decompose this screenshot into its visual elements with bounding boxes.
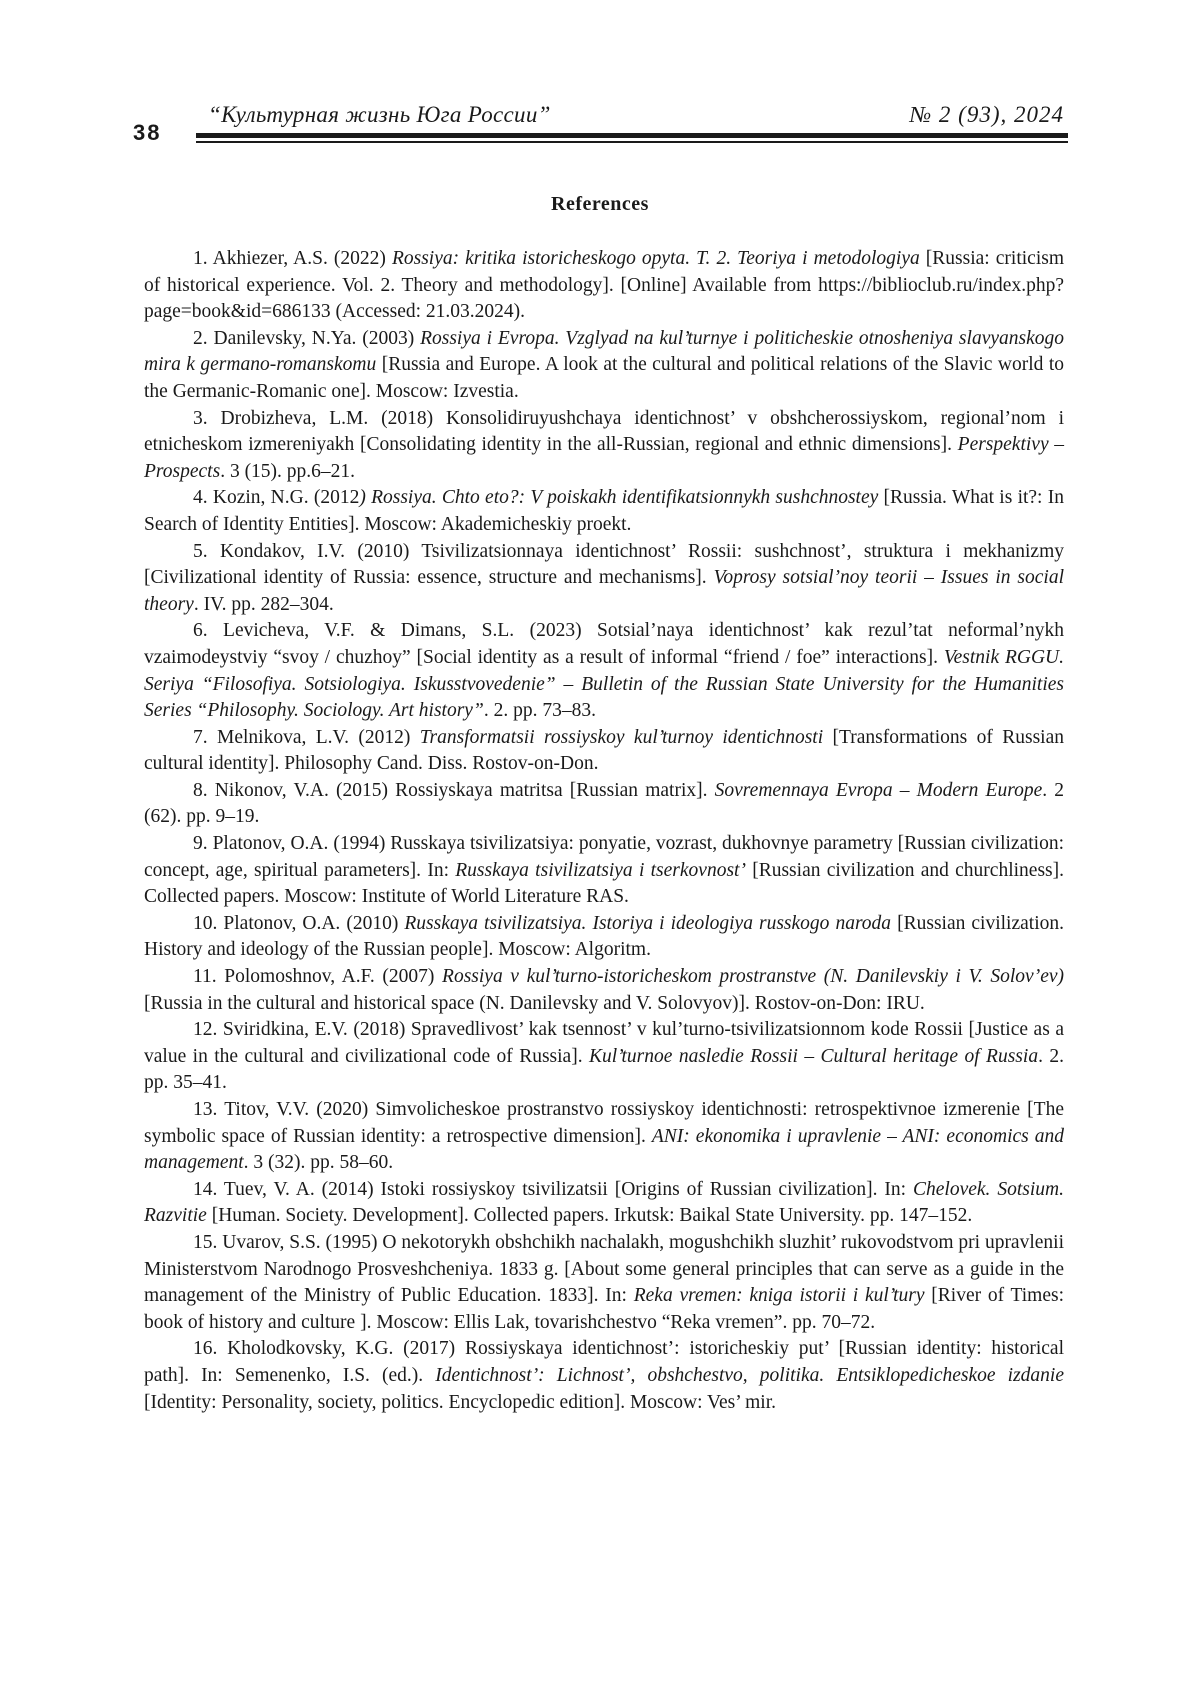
reference-item <box>144 831 1064 911</box>
reference-title-italic: Identichnost’: Lichnost’, obshchestvo, politika. Entsiklopedicheskoe izdanie <box>435 1365 1064 1386</box>
reference-item <box>144 326 1064 406</box>
reference-item <box>144 485 1064 538</box>
reference-item <box>144 1097 1064 1177</box>
reference-text: 6. Levicheva, V.F. & Dimans, S.L. (2023) Sotsial’naya identichnost’ kak rezul’tat neformal’nykh vzaimodeystviy “svoy / chuzhoy” [Social identity as a result of informal “friend / foe” interactions]. <box>144 620 1064 668</box>
reference-title-italic: Reka vremen: kniga istorii i kul’tury <box>634 1285 925 1306</box>
reference-text: 11. Polomoshnov, A.F. (2007) <box>193 966 442 987</box>
reference-item <box>144 618 1064 724</box>
reference-text: [Russia: criticism of historical experience. Vol. 2. Theory and methodology]. [Online] Available from https://biblioclub.ru/index.php?page=book&id=686133 (Accessed: 21.03.2024). <box>144 248 1064 322</box>
reference-text: [Human. Society. Development]. Collected papers. Irkutsk: Baikal State University. pp. 147–152. <box>207 1205 972 1226</box>
reference-item <box>144 1336 1064 1416</box>
reference-text: 16. Kholodkovsky, K.G. (2017) Rossiyskaya identichnost’: istoricheskiy put’ [Russian identity: historical path]. In: Semenenko, I.S. (ed.). <box>144 1338 1064 1386</box>
reference-text: 12. Sviridkina, E.V. (2018) Spravedlivost’ kak tsennost’ v kul’turno-tsivilizatsionnom kode Rossii [Justice as a value in the cultural and civilizational code of Russia]. <box>144 1019 1064 1067</box>
reference-item <box>144 725 1064 778</box>
reference-text: 3. Drobizheva, L.M. (2018) Konsolidiruyushchaya identichnost’ v obshcherossiyskom, regional’nom i etnicheskom izmereniyakh [Consolidating identity in the all-Russian, regional and ethnic dimensions]. <box>144 408 1064 456</box>
reference-title-italic: Perspektivy – Prospects <box>144 434 1064 482</box>
reference-text: [Russia. What is it?: In Search of Identity Entities]. Moscow: Akademicheskiy proekt. <box>144 487 1064 535</box>
reference-title-italic: Rossiya v kul’turno-istoricheskom prostranstve (N. Danilevskiy i V. Solov’ev) <box>442 966 1064 987</box>
reference-text: [Russian civilization. History and ideology of the Russian people]. Moscow: Algoritm. <box>144 913 1064 961</box>
reference-text: [Transformations of Russian cultural identity]. Philosophy Cand. Diss. Rostov-on-Don. <box>144 727 1064 775</box>
reference-text: 10. Platonov, O.A. (2010) <box>193 913 404 934</box>
reference-title-italic: Russkaya tsivilizatsiya i tserkovnost’ <box>455 860 746 881</box>
reference-title-italic: Rossiya i Evropa. Vzglyad na kul’turnye i politicheskie otnosheniya slavyanskogo mira k germano-romanskomu <box>144 328 1064 376</box>
reference-text: 8. Nikonov, V.A. (2015) Rossiyskaya matritsa [Russian matrix]. <box>193 780 715 801</box>
reference-text: 5. Kondakov, I.V. (2010) Tsivilizatsionnaya identichnost’ Rossii: sushchnost’, struktura i mekhanizmy [Civilizational identity of Russia: essence, structure and mechanisms]. <box>144 541 1064 589</box>
reference-item <box>144 246 1064 326</box>
reference-title-italic: Kul’turnoe nasledie Rossii – Cultural heritage of Russia <box>589 1046 1038 1067</box>
reference-text: [River of Times: book of history and culture ]. Moscow: Ellis Lak, tovarishchestvo “Reka vremen”. pp. 70–72. <box>144 1285 1064 1333</box>
reference-text: [Russia and Europe. A look at the cultural and political relations of the Slavic world to the Germanic-Romanic one]. Moscow: Izvestia. <box>144 354 1064 402</box>
reference-text: 7. Melnikova, L.V. (2012) <box>193 727 420 748</box>
reference-title-italic: Russkaya tsivilizatsiya. Istoriya i ideologiya russkogo naroda <box>404 913 891 934</box>
reference-title-italic: Vestnik RGGU. Seriya “Filosofiya. Sotsiologiya. Iskusstvovedenie” – Bulletin of the Russian State University for the Humanities Series “Philosophy. Sociology. Art history” <box>144 647 1064 721</box>
reference-item <box>144 1177 1064 1230</box>
reference-title-italic: Voprosy sotsial’noy teorii – Issues in social theory <box>144 567 1064 615</box>
journal-title: “Культурная жизнь Юга России” <box>208 102 551 128</box>
reference-text: 1. Akhiezer, A.S. (2022) <box>193 248 392 269</box>
reference-text: [Russian civilization and churchliness]. Collected papers. Moscow: Institute of World Literature RAS. <box>144 860 1064 908</box>
reference-text: . IV. pp. 282–304. <box>194 594 334 615</box>
reference-title-italic: Rossiya: kritika istoricheskogo opyta. T. 2. Teoriya i metodologiya <box>392 248 920 269</box>
reference-item <box>144 964 1064 1017</box>
reference-text: . 2. pp. 73–83. <box>484 700 596 721</box>
reference-item <box>144 1017 1064 1097</box>
issue-info: № 2 (93), 2024 <box>909 102 1064 128</box>
header-rule-thick <box>196 133 1068 138</box>
reference-text: 14. Tuev, V. A. (2014) Istoki rossiyskoy tsivilizatsii [Origins of Russian civilization]. In: <box>193 1179 913 1200</box>
reference-item <box>144 911 1064 964</box>
header-rule-thin <box>196 141 1068 143</box>
reference-title-italic: ) Rossiya. Chto eto?: V poiskakh identifikatsionnykh sushchnostey <box>359 487 878 508</box>
reference-item <box>144 539 1064 619</box>
reference-text: 9. Platonov, O.A. (1994) Russkaya tsivilizatsiya: ponyatie, vozrast, dukhovnye parametry [Russian civilization: concept, age, spiritual parameters]. In: <box>144 833 1064 881</box>
reference-text: 15. Uvarov, S.S. (1995) O nekotorykh obshchikh nachalakh, mogushchikh sluzhit’ rukovodstvom pri upravlenii Ministerstvom Narodnogo Prosveshcheniya. 1833 g. [About some general principles that can serve as a guide in the management of the Ministry of Public Education. 1833]. In: <box>144 1232 1064 1306</box>
reference-text: . 2. pp. 35–41. <box>144 1046 1064 1094</box>
reference-title-italic: Chelovek. Sotsium. Razvitie <box>144 1179 1064 1227</box>
reference-title-italic: ANI: ekonomika i upravlenie – ANI: economics and management <box>144 1126 1064 1174</box>
reference-item <box>144 1230 1064 1336</box>
reference-text: 13. Titov, V.V. (2020) Simvolicheskoe prostranstvo rossiyskoy identichnosti: retrospektivnoe izmerenie [The symbolic space of Russian identity: a retrospective dimension]. <box>144 1099 1064 1147</box>
section-title: References <box>0 193 1200 216</box>
reference-text: 4. Kozin, N.G. (2012 <box>193 487 359 508</box>
reference-list <box>144 246 1064 1416</box>
reference-item <box>144 778 1064 831</box>
reference-title-italic: Sovremennaya Evropa – Modern Europe <box>715 780 1043 801</box>
reference-text: . 3 (15). pp.6–21. <box>220 461 355 482</box>
reference-title-italic: Transformatsii rossiyskoy kul’turnoy identichnosti <box>420 727 823 748</box>
reference-text: . 3 (32). pp. 58–60. <box>244 1152 394 1173</box>
reference-text: 2. Danilevsky, N.Ya. (2003) <box>193 328 420 349</box>
reference-text: [Russia in the cultural and historical space (N. Danilevsky and V. Solovyov)]. Rostov-on-Don: IRU. <box>144 993 925 1014</box>
page-number: 38 <box>133 120 161 146</box>
reference-item <box>144 406 1064 486</box>
reference-text: . 2 (62). pp. 9–19. <box>144 780 1064 828</box>
reference-text: [Identity: Personality, society, politics. Encyclopedic edition]. Moscow: Ves’ mir. <box>144 1392 776 1413</box>
